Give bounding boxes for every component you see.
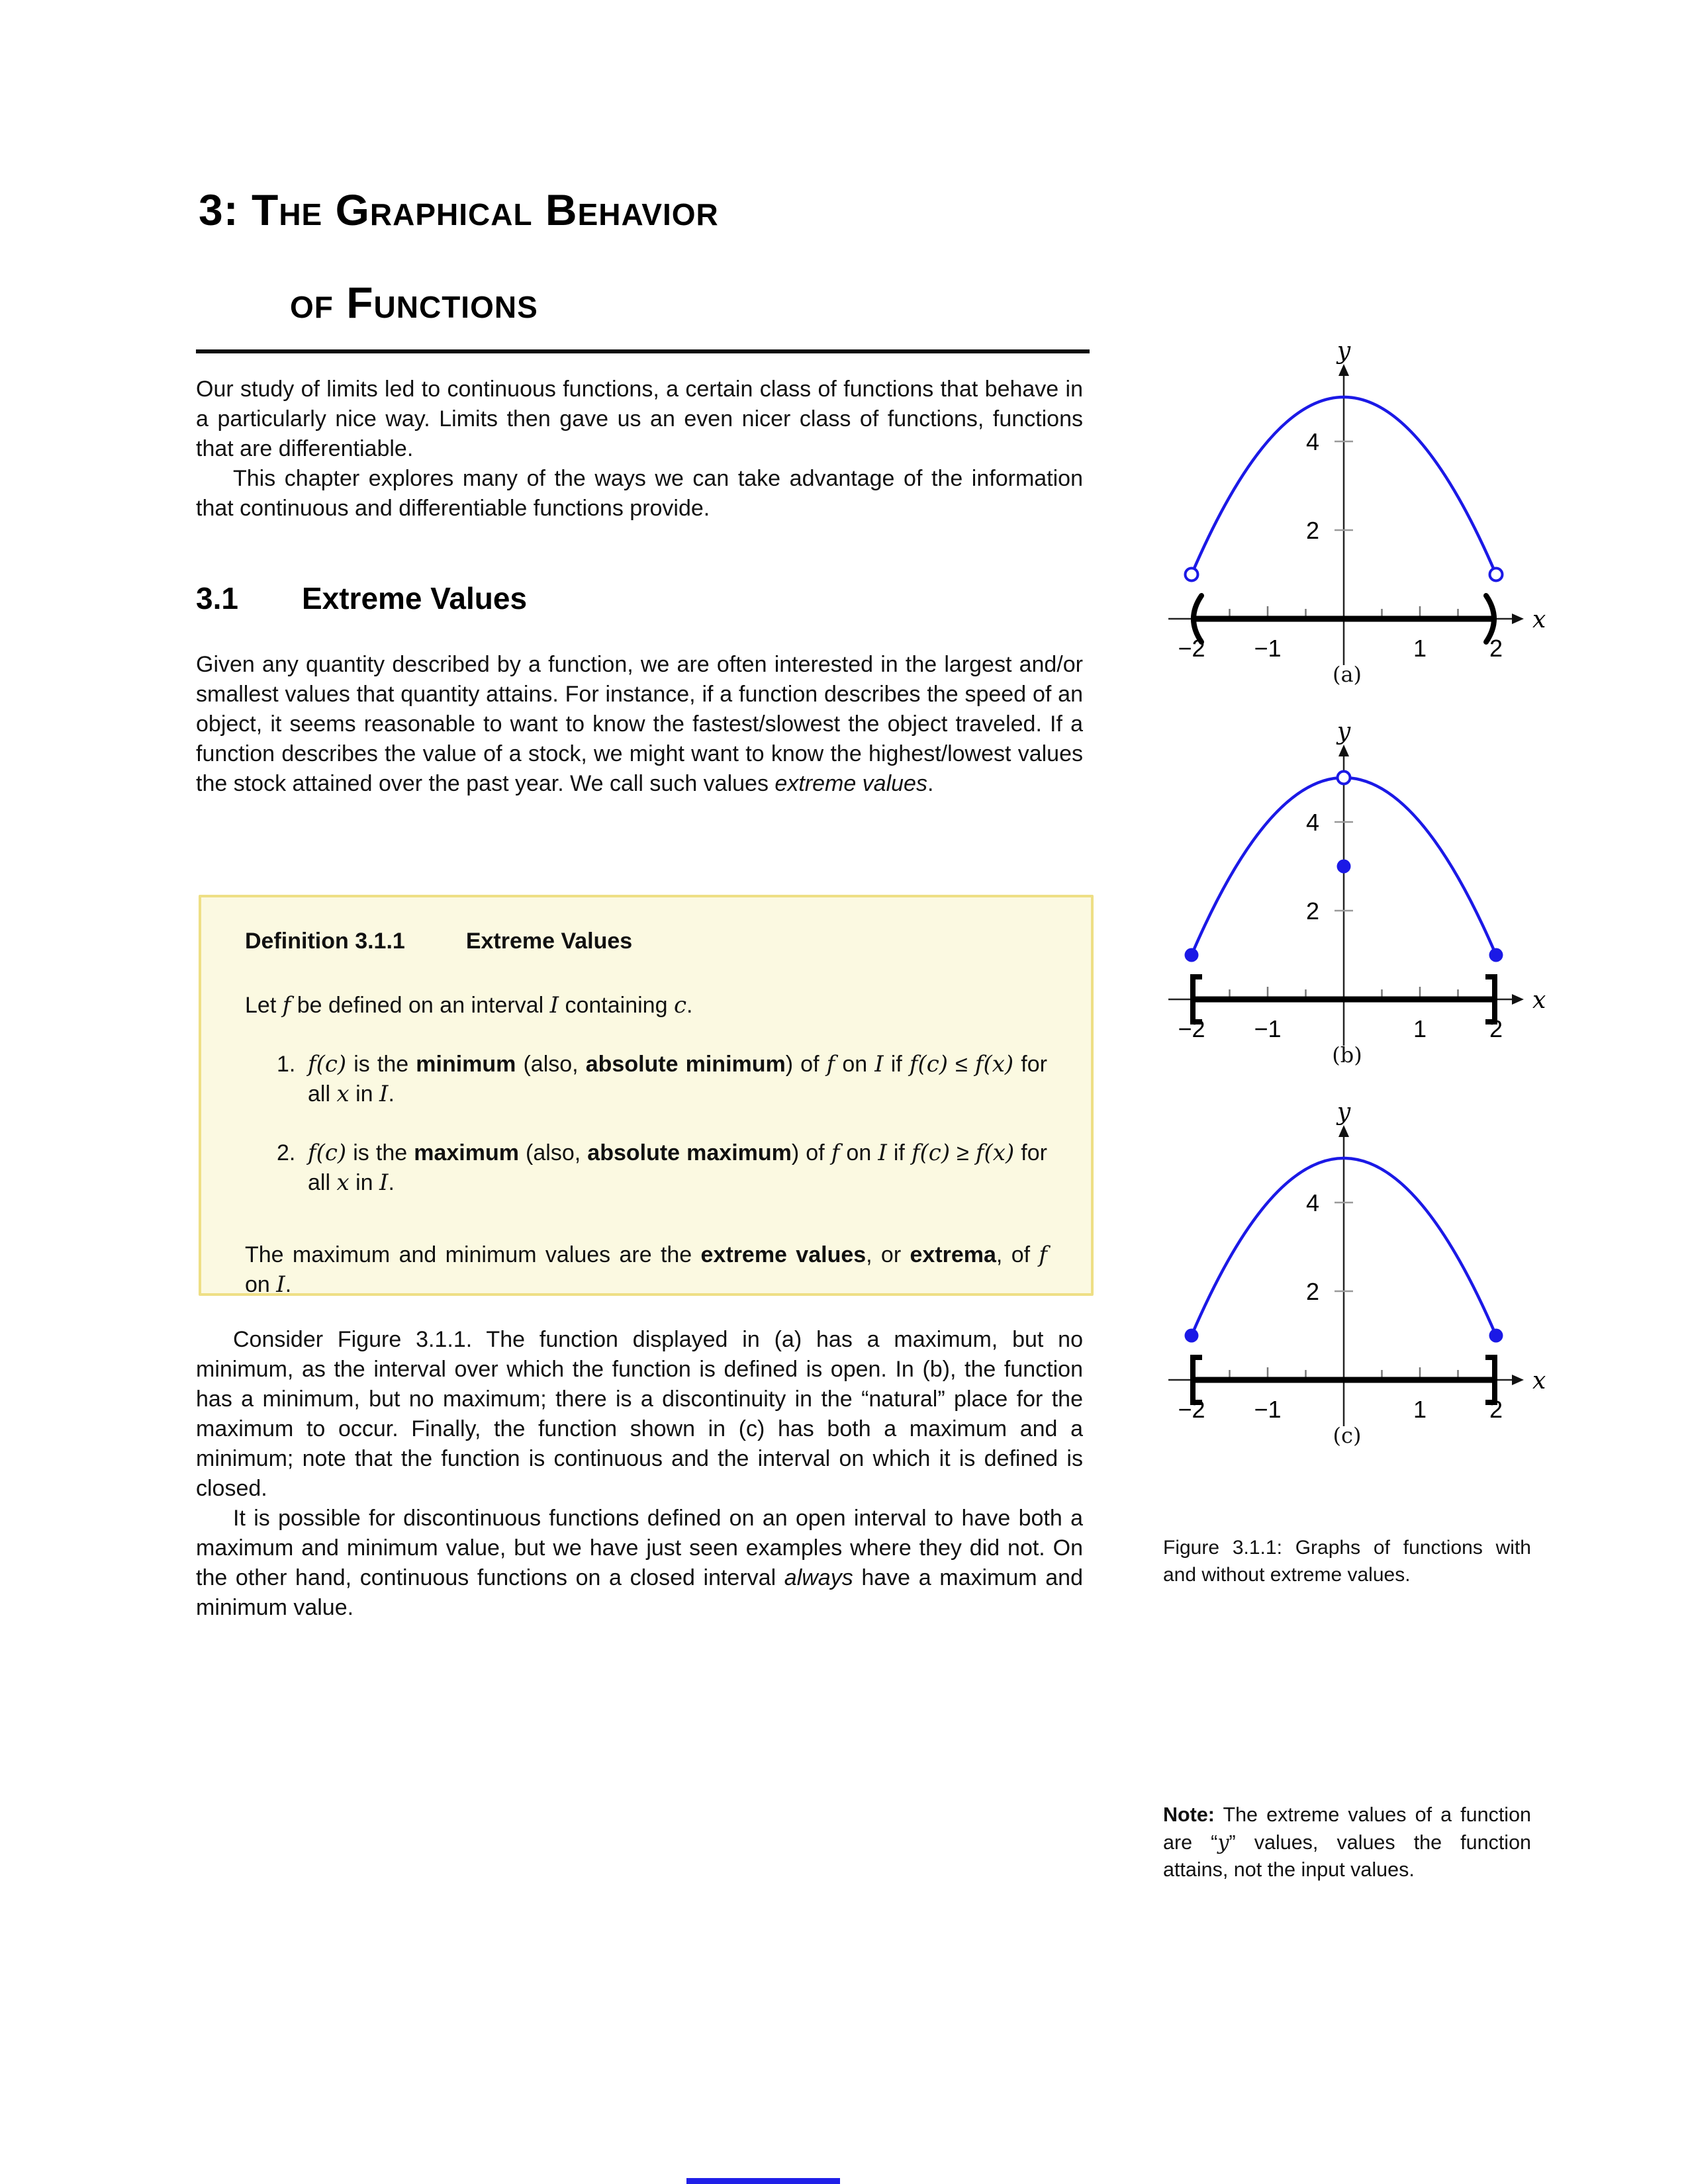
text-segment: f(c) bbox=[308, 1051, 347, 1077]
text-segment: . bbox=[285, 1272, 292, 1297]
text-segment: for all bbox=[308, 1052, 1047, 1107]
definition-box bbox=[199, 895, 1094, 1296]
text-segment: f bbox=[826, 1051, 835, 1077]
definition-label: Definition 3.1.1 bbox=[245, 929, 405, 954]
y-axis-label: y bbox=[1336, 338, 1351, 365]
text-segment: I bbox=[379, 1169, 389, 1196]
item-text bbox=[308, 1052, 1047, 1107]
x-tick-label: −2 bbox=[1178, 1396, 1205, 1423]
text-segment: on bbox=[245, 1272, 277, 1297]
x-tick-label: 1 bbox=[1413, 635, 1427, 662]
text-segment: x bbox=[336, 1081, 350, 1107]
text-segment: The maximum and minimum values are the bbox=[245, 1242, 701, 1267]
y-tick-label: 4 bbox=[1305, 1189, 1319, 1216]
text-segment: , of bbox=[996, 1242, 1039, 1267]
text-segment: y bbox=[1217, 1831, 1229, 1854]
text-segment: if bbox=[886, 1140, 912, 1165]
x-tick-label: 2 bbox=[1489, 1015, 1503, 1042]
text-segment: containing bbox=[559, 993, 674, 1018]
open-endpoint-right bbox=[1490, 569, 1503, 581]
x-tick-label: 2 bbox=[1489, 1396, 1503, 1423]
section-paragraph bbox=[196, 650, 1083, 799]
figure-caption bbox=[1163, 1534, 1531, 1588]
definition-title: Extreme Values bbox=[465, 929, 633, 954]
text-segment: f(x) bbox=[975, 1140, 1015, 1166]
chapter-title-line1: 3: The Graphical Behavior bbox=[199, 185, 719, 234]
item-number: 2. bbox=[277, 1140, 296, 1165]
text-segment: for all bbox=[308, 1140, 1047, 1195]
y-axis-arrow-icon bbox=[1338, 364, 1349, 376]
x-axis-arrow-icon bbox=[1512, 994, 1524, 1005]
text-segment: in bbox=[349, 1081, 380, 1107]
text-segment: extrema bbox=[910, 1242, 996, 1267]
x-tick-label: 1 bbox=[1413, 1396, 1427, 1423]
text-segment: extreme values bbox=[774, 771, 927, 796]
graph-c bbox=[1149, 1092, 1546, 1449]
text-segment: Consider Figure 3.1.1. The function displayed in (a) has a maximum, but no minimum, as the interval over which the function is defined is open. In (b), the function has a minimum, but no maximum; there is a discontinuity in the “natural” place for the maximum to occur. Finally, the function shown in (c) has both a maximum and a minimum; note that the function is continuous and the interval on which it is defined is closed. bbox=[196, 1327, 1083, 1501]
text-segment: on bbox=[839, 1140, 878, 1165]
section-title: Extreme Values bbox=[301, 581, 528, 615]
margin-note bbox=[1163, 1801, 1531, 1884]
text-segment: f bbox=[831, 1140, 840, 1166]
chapter-title-line2: of Functions bbox=[290, 278, 538, 327]
section-number: 3.1 bbox=[196, 581, 238, 615]
text-segment: absolute maximum bbox=[587, 1140, 792, 1165]
bottom-blue-bar bbox=[686, 2178, 840, 2184]
text-segment: I bbox=[549, 992, 559, 1019]
text-segment: minimum bbox=[416, 1052, 516, 1077]
graph-a-caption: (a) bbox=[1332, 662, 1362, 687]
text-segment: f(c) bbox=[909, 1051, 949, 1077]
text-segment: It is possible for discontinuous functions defined on an open interval to have both a maximum and minimum value, but we have just seen examples where they did not. On the other hand, continuous functions on a closed interval bbox=[196, 1506, 1083, 1590]
text-segment: c bbox=[673, 992, 686, 1019]
intro-paragraphs bbox=[196, 375, 1083, 523]
text-segment: f(x) bbox=[974, 1051, 1014, 1077]
x-axis-arrow-icon bbox=[1512, 614, 1524, 624]
discussion-paragraphs bbox=[196, 1325, 1083, 1623]
y-tick-label: 4 bbox=[1305, 428, 1319, 455]
text-segment: Given any quantity described by a function, we are often interested in the largest and/or smallest values that quantity attains. For instance, if a function describes the speed of an object, it seems reasonable to want to know the fastest/slowest the object traveled. If a function describes the value of a stock, we might want to know the highest/lowest values the stock attained over the past year. We call such values bbox=[196, 652, 1083, 796]
graph-b bbox=[1149, 711, 1546, 1069]
text-segment: ” values, values the function attains, not the input values. bbox=[1163, 1831, 1531, 1881]
y-axis-arrow-icon bbox=[1338, 1125, 1349, 1137]
y-tick-label: 2 bbox=[1305, 897, 1319, 925]
text-segment: Figure 3.1.1: Graphs of functions with and without extreme values. bbox=[1163, 1537, 1531, 1586]
text-segment: f bbox=[282, 992, 291, 1019]
x-axis-arrow-icon bbox=[1512, 1375, 1524, 1385]
text-segment: is the bbox=[346, 1052, 416, 1077]
text-segment: . bbox=[388, 1170, 395, 1195]
y-axis-label: y bbox=[1336, 1099, 1351, 1126]
text-segment: in bbox=[349, 1170, 380, 1195]
y-axis-label: y bbox=[1336, 718, 1351, 745]
text-segment: . bbox=[686, 993, 693, 1018]
text-segment: I bbox=[878, 1140, 887, 1166]
y-tick-label: 4 bbox=[1305, 809, 1319, 836]
closed-endpoint-right bbox=[1489, 948, 1503, 962]
text-segment: x bbox=[336, 1169, 350, 1196]
text-segment: f(c) bbox=[308, 1140, 347, 1166]
graph-c-caption: (c) bbox=[1333, 1423, 1362, 1448]
open-endpoint-left bbox=[1186, 569, 1198, 581]
text-segment: I bbox=[276, 1271, 285, 1298]
x-axis-label: x bbox=[1532, 987, 1546, 1014]
text-segment: . bbox=[388, 1081, 395, 1107]
x-axis-label: x bbox=[1532, 606, 1546, 633]
text-segment: ≥ bbox=[950, 1140, 976, 1165]
graph-b-caption: (b) bbox=[1332, 1042, 1362, 1068]
text-segment: have a maximum and minimum value. bbox=[196, 1565, 1083, 1620]
closed-endpoint-left bbox=[1185, 948, 1199, 962]
text-segment: on bbox=[835, 1052, 875, 1077]
text-segment: f(c) bbox=[911, 1140, 951, 1166]
definition-closing bbox=[245, 1240, 1047, 1300]
definition-intro bbox=[245, 991, 1047, 1021]
y-axis-arrow-icon bbox=[1338, 745, 1349, 756]
item-text bbox=[308, 1140, 1047, 1195]
text-segment: ) of bbox=[785, 1052, 827, 1077]
x-axis-label: x bbox=[1532, 1367, 1546, 1394]
definition-item-1 bbox=[245, 1050, 1047, 1109]
text-segment: f bbox=[1039, 1242, 1047, 1268]
section-heading bbox=[196, 581, 527, 615]
x-tick-label: −1 bbox=[1254, 1015, 1282, 1042]
text-segment: maximum bbox=[414, 1140, 519, 1165]
x-tick-label: −2 bbox=[1178, 1015, 1205, 1042]
closed-endpoint-right bbox=[1489, 1329, 1503, 1343]
text-segment: extreme values bbox=[700, 1242, 867, 1267]
text-segment: . bbox=[927, 771, 934, 796]
x-tick-label: 2 bbox=[1489, 635, 1503, 662]
text-segment: ) of bbox=[791, 1140, 831, 1165]
text-segment: Note: bbox=[1163, 1803, 1215, 1826]
paragraph bbox=[196, 1325, 1083, 1504]
text-segment: (also, bbox=[518, 1140, 588, 1165]
text-segment: ≤ bbox=[948, 1052, 975, 1077]
text-segment: (also, bbox=[516, 1052, 586, 1077]
y-tick-label: 2 bbox=[1305, 1278, 1319, 1305]
graph-a bbox=[1149, 331, 1546, 688]
x-tick-label: 1 bbox=[1413, 1015, 1427, 1042]
text-segment: is the bbox=[346, 1140, 414, 1165]
hole-at-peak bbox=[1338, 772, 1350, 784]
text-segment: , or bbox=[866, 1242, 910, 1267]
paragraph bbox=[196, 1504, 1083, 1623]
x-tick-label: −2 bbox=[1178, 635, 1205, 662]
text-segment: absolute minimum bbox=[585, 1052, 786, 1077]
text-segment: always bbox=[784, 1565, 853, 1590]
paragraph: This chapter explores many of the ways we can take advantage of the information that continuous and differentiable functions provide. bbox=[196, 466, 1083, 521]
title-rule bbox=[196, 349, 1090, 353]
text-segment: Let bbox=[245, 993, 283, 1018]
closed-endpoint-left bbox=[1185, 1329, 1199, 1343]
text-segment: I bbox=[874, 1051, 884, 1077]
definition-item-2 bbox=[245, 1138, 1047, 1198]
definition-header bbox=[245, 927, 1047, 956]
paragraph: Our study of limits led to continuous functions, a certain class of functions that behave in a particularly nice way. Limits then gave us an even nicer class of functions, functions that are differentiable. bbox=[196, 377, 1083, 461]
text-segment: I bbox=[379, 1081, 389, 1107]
text-segment: The extreme values of a function are “ bbox=[1163, 1803, 1531, 1854]
text-segment: if bbox=[883, 1052, 910, 1077]
text-segment: be defined on an interval bbox=[291, 993, 550, 1018]
y-tick-label: 2 bbox=[1305, 517, 1319, 544]
x-tick-label: −1 bbox=[1254, 635, 1282, 662]
paragraph bbox=[196, 650, 1083, 799]
x-tick-label: −1 bbox=[1254, 1396, 1282, 1423]
item-number: 1. bbox=[277, 1052, 296, 1077]
defined-point-below-peak bbox=[1337, 860, 1351, 874]
